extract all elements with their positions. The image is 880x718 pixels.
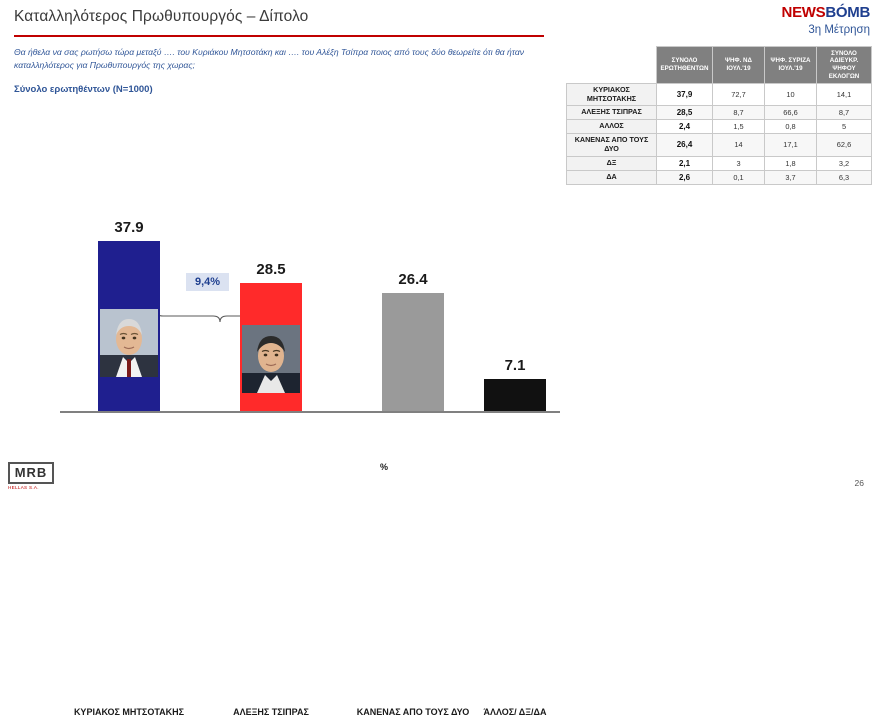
table-cell: 66,6 [765,106,817,120]
axis-unit-label: % [380,462,389,472]
title-underline [14,35,544,37]
table-header-row [567,47,872,84]
table-col-header: ΣΥΝΟΛΟ ΑΔΙΕΥΚΡ. ΨΗΦΟΥ ΕΚΛΟΓΩΝ [817,47,872,84]
table-cell: 8,7 [817,106,872,120]
table-row [567,120,872,134]
table-cell: 62,6 [817,134,872,156]
brand-block [782,4,870,37]
brand-bomb-text: BÓMB [825,4,870,21]
bar-category-label: ΚΥΡΙΑΚΟΣ ΜΗΤΣΟΤΑΚΗΣ [73,707,185,717]
table-row-label: ΑΛΛΟΣ [567,120,657,134]
table-row [567,84,872,106]
table-cell: 2,1 [657,156,713,170]
table-cell: 10 [765,84,817,106]
table-row-label: ΚΑΝΕΝΑΣ ΑΠΟ ΤΟΥΣ ΔΥΟ [567,134,657,156]
table-cell: 28,5 [657,106,713,120]
table-cell: 17,1 [765,134,817,156]
mrb-logo [8,462,54,490]
table-cell: 0,1 [713,170,765,184]
table-cell: 37,9 [657,84,713,106]
page-number: 26 [854,478,864,488]
table-cell: 14 [713,134,765,156]
bar-column [382,293,444,411]
table-cell: 3 [713,156,765,170]
crosstab-table [566,46,871,185]
bar-value-label: 28.5 [256,261,286,278]
bar-category-label: ΑΛΕΞΗΣ ΤΣΙΠΡΑΣ [233,707,309,717]
sample-size-label: Σύνολο ερωτηθέντων (Ν=1000) [14,84,153,95]
bar-value-label: 37.9 [114,219,144,236]
table-cell: 5 [817,120,872,134]
portrait-mitsotakis [100,309,158,377]
chart-baseline [60,411,560,413]
table-cell: 72,7 [713,84,765,106]
table-cell: 1,5 [713,120,765,134]
bar-value-label: 7.1 [504,357,526,374]
table-cell: 0,8 [765,120,817,134]
bar-column [484,379,546,411]
table-cell: 2,6 [657,170,713,184]
table-col-header: ΨΗΦ. ΝΔ ΙΟΥΛ.'19 [713,47,765,84]
brand-news-text: NEWS [781,4,826,21]
delta-annotation: 9,4% [186,273,229,291]
table-row [567,134,872,156]
table-cell: 6,3 [817,170,872,184]
brand-subtitle: 3η Μέτρηση [808,24,870,37]
mrb-logo-subtitle: HELLAS S.A. [8,485,39,490]
table-col-header: ΣΥΝΟΛΟ ΕΡΩΤΗΘΕΝΤΩΝ [657,47,713,84]
table-row-label: ΔΞ [567,156,657,170]
table-row [567,170,872,184]
bar-category-label: ΚΑΝΕΝΑΣ ΑΠΟ ΤΟΥΣ ΔΥΟ [356,707,470,717]
table-row [567,156,872,170]
table-cell: 8,7 [713,106,765,120]
portrait-tsipras [242,325,300,393]
table-row-label: ΑΛΕΞΗΣ ΤΣΙΠΡΑΣ [567,106,657,120]
bar-category-label: ΆΛΛΟΣ/ ΔΞ/ΔΑ [483,707,547,717]
page-title: Καταλληλότερος Πρωθυπουργός – Δίπολο [14,8,309,25]
table-cell: 14,1 [817,84,872,106]
table-cell: 3,7 [765,170,817,184]
table-row [567,106,872,120]
brand-logo [782,4,870,21]
mrb-logo-text: MRB [8,462,54,484]
table-corner-cell [567,47,657,84]
table-col-header: ΨΗΦ. ΣΥΡΙΖΑ ΙΟΥΛ.'19 [765,47,817,84]
table-row-label: ΚΥΡΙΑΚΟΣ ΜΗΤΣΟΤΑΚΗΣ [567,84,657,106]
table-cell: 26,4 [657,134,713,156]
bar-value-label: 26.4 [398,271,428,288]
table-cell: 2,4 [657,120,713,134]
table-cell: 1,8 [765,156,817,170]
table-cell: 3,2 [817,156,872,170]
question-text: Θα ήθελα να σας ρωτήσω τώρα μεταξύ …. του Κυριάκου Μητσοτάκη και …. του Αλέξη Τσίπρα ποιος από τους δύο θεωρείτε ότι θα ήταν καταλληλότερος για Πρωθυπουργός της χωρας; [14,47,525,71]
table-row-label: ΔΑ [567,170,657,184]
